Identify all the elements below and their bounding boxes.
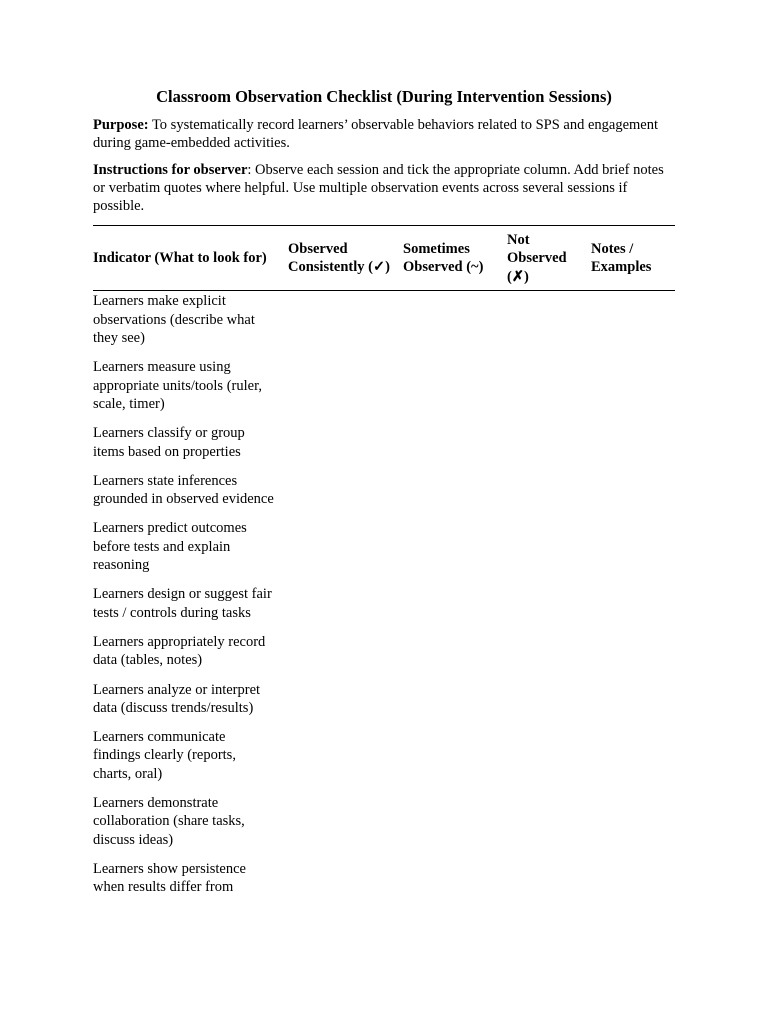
consistently-cell[interactable] (288, 622, 403, 670)
consistently-cell[interactable] (288, 508, 403, 574)
indicator-cell (93, 508, 288, 574)
consistently-cell[interactable] (288, 574, 403, 622)
table-row (93, 461, 675, 509)
indicator-cell (93, 717, 288, 783)
observation-checklist-table (93, 225, 675, 896)
indicator-text: Learners design or suggest fair tests / controls during tasks (93, 586, 272, 621)
not-observed-cell[interactable] (507, 574, 591, 622)
purpose-paragraph (93, 116, 675, 153)
header-observed-consistently: Observed Consistently (✓) (288, 226, 403, 291)
instructions-label: Instructions for observer (93, 161, 248, 178)
sometimes-cell[interactable] (403, 574, 507, 622)
table-row (93, 622, 675, 670)
sometimes-cell[interactable] (403, 413, 507, 461)
indicator-cell (93, 670, 288, 718)
sometimes-cell[interactable] (403, 291, 507, 347)
sometimes-cell[interactable] (403, 347, 507, 413)
indicator-text: Learners measure using appropriate units/tools (ruler, scale, timer) (93, 359, 262, 412)
sometimes-cell[interactable] (403, 849, 507, 897)
not-observed-cell[interactable] (507, 461, 591, 509)
not-observed-cell[interactable] (507, 849, 591, 897)
sometimes-cell[interactable] (403, 670, 507, 718)
consistently-cell[interactable] (288, 413, 403, 461)
sometimes-cell[interactable] (403, 622, 507, 670)
instructions-paragraph (93, 161, 675, 216)
not-observed-cell[interactable] (507, 347, 591, 413)
indicator-text: Learners state inferences grounded in observed evidence (93, 472, 274, 508)
table-row (93, 717, 675, 783)
indicator-cell (93, 849, 288, 897)
table-row (93, 574, 675, 622)
indicator-cell (93, 291, 288, 347)
not-observed-cell[interactable] (507, 783, 591, 849)
indicator-cell (93, 783, 288, 849)
sometimes-cell[interactable] (403, 508, 507, 574)
table-row (93, 783, 675, 849)
document-page (93, 86, 675, 897)
notes-cell[interactable] (591, 291, 675, 347)
consistently-cell[interactable] (288, 783, 403, 849)
header-sometimes-observed: Sometimes Observed (~) (403, 226, 507, 291)
table-row (93, 291, 675, 347)
header-not-observed: Not Observed (✗) (507, 226, 591, 291)
sometimes-cell[interactable] (403, 783, 507, 849)
purpose-text: To systematically record learners’ observable behaviors related to SPS and engagement during game-embedded activities. (93, 117, 658, 152)
not-observed-cell[interactable] (507, 413, 591, 461)
table-row (93, 849, 675, 897)
notes-cell[interactable] (591, 783, 675, 849)
purpose-label: Purpose: (93, 117, 149, 133)
header-indicator: Indicator (What to look for) (93, 226, 288, 291)
sometimes-cell[interactable] (403, 461, 507, 509)
notes-cell[interactable] (591, 508, 675, 574)
not-observed-cell[interactable] (507, 508, 591, 574)
indicator-cell (93, 347, 288, 413)
table-row (93, 347, 675, 413)
table-body (93, 291, 675, 897)
table-header-row (93, 226, 675, 291)
not-observed-cell[interactable] (507, 670, 591, 718)
notes-cell[interactable] (591, 670, 675, 718)
indicator-text: Learners predict outcomes before tests and explain reasoning (93, 520, 247, 574)
table-row (93, 413, 675, 461)
indicator-text: Learners analyze or interpret data (discuss trends/results) (93, 681, 261, 716)
indicator-text: Learners communicate findings clearly (reports, charts, oral) (93, 729, 236, 782)
consistently-cell[interactable] (288, 461, 403, 509)
consistently-cell[interactable] (288, 717, 403, 783)
indicator-text: Learners appropriately record data (tables, notes) (93, 633, 266, 669)
not-observed-cell[interactable] (507, 622, 591, 670)
notes-cell[interactable] (591, 622, 675, 670)
indicator-text: Learners make explicit observations (describe what they see) (93, 293, 255, 347)
indicator-cell (93, 413, 288, 461)
indicator-text: Learners classify or group items based on properties (93, 425, 245, 460)
consistently-cell[interactable] (288, 849, 403, 897)
notes-cell[interactable] (591, 461, 675, 509)
consistently-cell[interactable] (288, 291, 403, 347)
consistently-cell[interactable] (288, 670, 403, 718)
consistently-cell[interactable] (288, 347, 403, 413)
notes-cell[interactable] (591, 717, 675, 783)
indicator-text: Learners show persistence when results differ from (93, 860, 246, 896)
notes-cell[interactable] (591, 347, 675, 413)
document-title: Classroom Observation Checklist (During Intervention Sessions) (156, 87, 612, 106)
indicator-cell (93, 574, 288, 622)
table-row (93, 670, 675, 718)
instructions-text: : Observe each session and tick the appropriate column. Add brief notes or verbatim quotes where helpful. Use multiple observation events across several sessions if possible. (93, 161, 664, 215)
not-observed-cell[interactable] (507, 291, 591, 347)
sometimes-cell[interactable] (403, 717, 507, 783)
indicator-cell (93, 461, 288, 509)
indicator-text: Learners demonstrate collaboration (share tasks, discuss ideas) (93, 795, 245, 848)
notes-cell[interactable] (591, 574, 675, 622)
notes-cell[interactable] (591, 413, 675, 461)
not-observed-cell[interactable] (507, 717, 591, 783)
notes-cell[interactable] (591, 849, 675, 897)
header-notes-examples: Notes / Examples (591, 226, 675, 291)
table-row (93, 508, 675, 574)
indicator-cell (93, 622, 288, 670)
